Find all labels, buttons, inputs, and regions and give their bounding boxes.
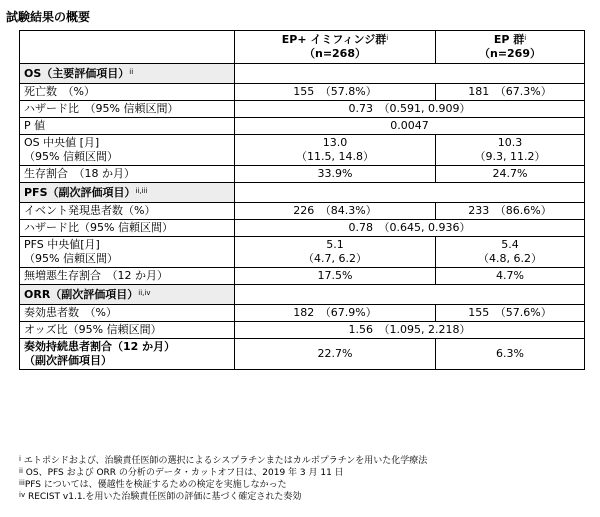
section-label-os: OS（主要評価項目）$^{ii}$ [20,64,235,84]
cell-arm2: 181 （67.3%） [436,84,585,101]
row-label: 奏効持続患者割合（12 か月） （副次評価項目） [20,339,235,370]
page-title: 試験結果の概要 [6,10,91,24]
row-label: 死亡数 （%） [20,84,235,101]
section-row-pfs [20,183,585,203]
footnote-item: $^{ii}$ OS、PFS および ORR の分析のデータ・カットオフ日は、2019 年 3 月 11 日 [19,467,344,478]
row-label: オッズ比（95% 信頼区間） [20,322,235,339]
section-row-os [20,64,585,84]
table-row [20,322,585,339]
cell-arm2: 4.7% [436,268,585,285]
footnotes [19,455,589,503]
section-blank [235,183,585,203]
table-row [20,339,585,370]
row-label: 無増悪生存割合 （12 か月） [20,268,235,285]
footnote-item: $^{iii}$PFS については、優越性を検証するための検定を実施しなかった [19,479,287,490]
cell-arm2: 10.3 （9.3, 11.2） [436,135,585,166]
cell-arm1: 33.9% [235,166,436,183]
cell-arm1: 5.1 （4.7, 6.2） [235,237,436,268]
cell-merged: 0.78 （0.645, 0.936） [235,220,585,237]
row-label: イベント発現患者数（%） [20,203,235,220]
cell-arm1: 226 （84.3%） [235,203,436,220]
cell-arm1: 182 （67.9%） [235,305,436,322]
cell-arm1: 155 （57.8%） [235,84,436,101]
section-blank [235,285,585,305]
row-label: OS 中央値 [月] （95% 信頼区間） [20,135,235,166]
table-row [20,220,585,237]
cell-arm2: 5.4 （4.8, 6.2） [436,237,585,268]
table-row [20,166,585,183]
section-label-pfs: PFS（副次評価項目）$^{ii,iii}$ [20,183,235,203]
results-table [19,30,585,370]
cell-merged: 0.0047 [235,118,585,135]
row-label: ハザード比 （95% 信頼区間） [20,101,235,118]
row-label: 生存割合 （18 か月） [20,166,235,183]
table-row [20,84,585,101]
row-label: P 値 [20,118,235,135]
cell-arm2: 24.7% [436,166,585,183]
section-label-orr: ORR（副次評価項目）$^{ii,iv}$ [20,285,235,305]
section-blank [235,64,585,84]
header-arm2: EP 群$^i$ （n=269） [436,31,585,64]
table-row [20,118,585,135]
cell-arm1: 17.5% [235,268,436,285]
table-row [20,305,585,322]
table-row [20,237,585,268]
footnote-item: $^i$ エトポシドおよび、治験責任医師の選択によるシスプラチンまたはカルボプラチンを用いた化学療法 [19,455,428,466]
cell-merged: 0.73 （0.591, 0.909） [235,101,585,118]
cell-arm2: 6.3% [436,339,585,370]
header-arm1: EP+ イミフィンジ群$^i$ （n=268） [235,31,436,64]
cell-arm2: 155 （57.6%） [436,305,585,322]
section-row-orr [20,285,585,305]
header-blank-cell [20,31,235,64]
cell-arm1: 13.0 （11.5, 14.8） [235,135,436,166]
table-row [20,101,585,118]
cell-merged: 1.56 （1.095, 2.218） [235,322,585,339]
row-label: 奏効患者数 （%） [20,305,235,322]
row-label: PFS 中央値[月] （95% 信頼区間） [20,237,235,268]
row-label: ハザード比（95% 信頼区間） [20,220,235,237]
cell-arm1: 22.7% [235,339,436,370]
table-row [20,135,585,166]
table-header-row [20,31,585,64]
cell-arm2: 233 （86.6%） [436,203,585,220]
table-row [20,203,585,220]
footnote-item: $^{iv}$ RECIST v1.1.を用いた治験責任医師の評価に基づく確定された奏効 [19,491,302,502]
table-row [20,268,585,285]
